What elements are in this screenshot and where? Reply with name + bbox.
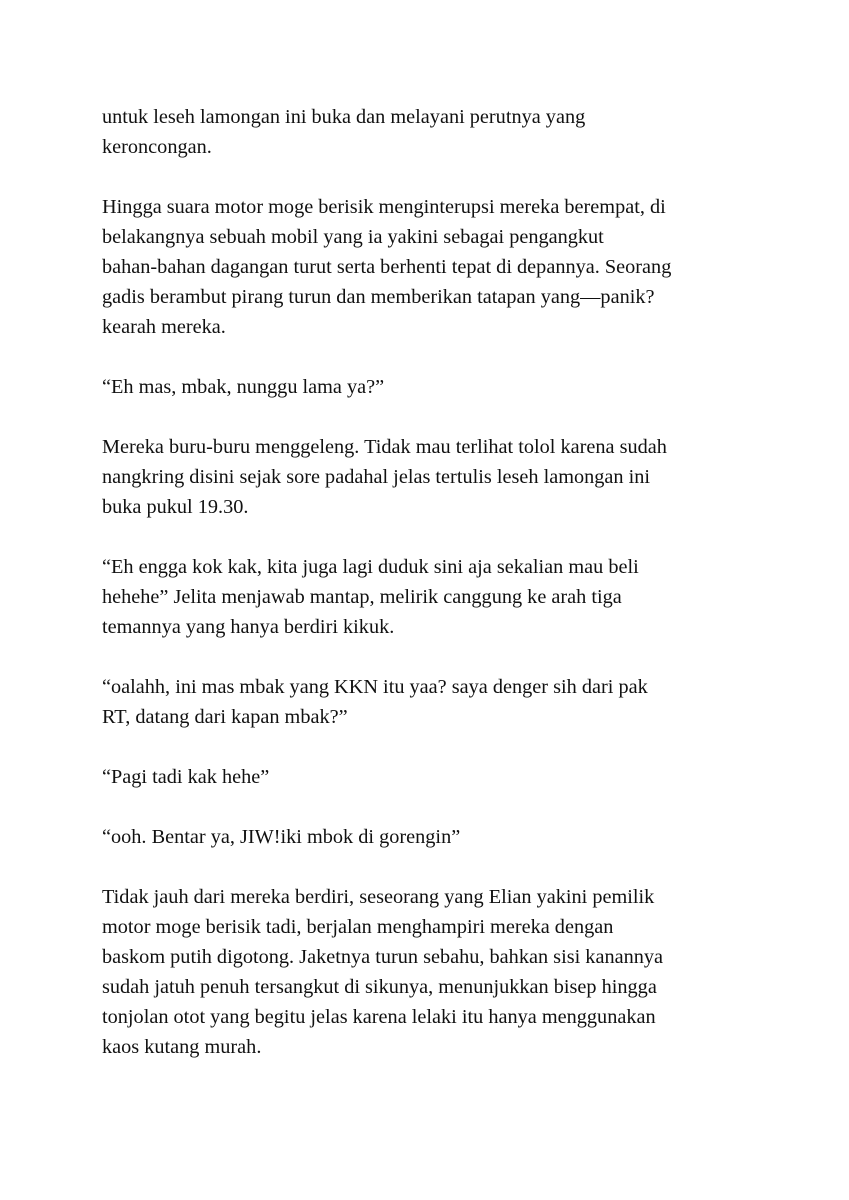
text-line: untuk leseh lamongan ini buka dan melayani perutnya yang [102,106,586,128]
text-line: RT, datang dari kapan mbak?” [102,706,348,728]
text-line: buka pukul 19.30. [102,496,249,518]
paragraph-8 [102,822,742,852]
text-line: hehehe” Jelita menjawab mantap, melirik canggung ke arah tiga [102,586,622,608]
paragraph-5 [102,552,742,642]
text-line: bahan-bahan dagangan turut serta berhenti tepat di depannya. Seorang [102,256,672,278]
text-line: “Eh mas, mbak, nunggu lama ya?” [102,376,385,398]
text-line: Hingga suara motor moge berisik menginterupsi mereka berempat, di [102,196,666,218]
paragraph-9 [102,882,742,1062]
text-line: tonjolan otot yang begitu jelas karena lelaki itu hanya menggunakan [102,1006,656,1028]
paragraph-7 [102,762,742,792]
text-line: baskom putih digotong. Jaketnya turun sebahu, bahkan sisi kanannya [102,946,664,968]
paragraph-6 [102,672,742,732]
paragraph-1 [102,102,742,162]
text-line: kearah mereka. [102,316,226,338]
text-line: “Pagi tadi kak hehe” [102,766,270,788]
text-line: motor moge berisik tadi, berjalan menghampiri mereka dengan [102,916,614,938]
text-line: “Eh engga kok kak, kita juga lagi duduk sini aja sekalian mau beli [102,556,639,578]
text-line: sudah jatuh penuh tersangkut di sikunya, menunjukkan bisep hingga [102,976,657,998]
paragraph-3 [102,372,742,402]
text-line: “ooh. Bentar ya, JIW!iki mbok di gorengin” [102,826,461,848]
paragraph-4 [102,432,742,522]
text-line: Tidak jauh dari mereka berdiri, seseorang yang Elian yakini pemilik [102,886,655,908]
text-line: keroncongan. [102,136,212,158]
paragraph-2 [102,192,742,342]
document-body [102,102,742,1092]
text-line: Mereka buru-buru menggeleng. Tidak mau terlihat tolol karena sudah [102,436,667,458]
text-line: kaos kutang murah. [102,1036,262,1058]
text-line: gadis berambut pirang turun dan memberikan tatapan yang—panik? [102,286,655,308]
text-line: “oalahh, ini mas mbak yang KKN itu yaa? saya denger sih dari pak [102,676,648,698]
text-line: nangkring disini sejak sore padahal jelas tertulis leseh lamongan ini [102,466,651,488]
text-line: belakangnya sebuah mobil yang ia yakini sebagai pengangkut [102,226,604,248]
text-line: temannya yang hanya berdiri kikuk. [102,616,395,638]
